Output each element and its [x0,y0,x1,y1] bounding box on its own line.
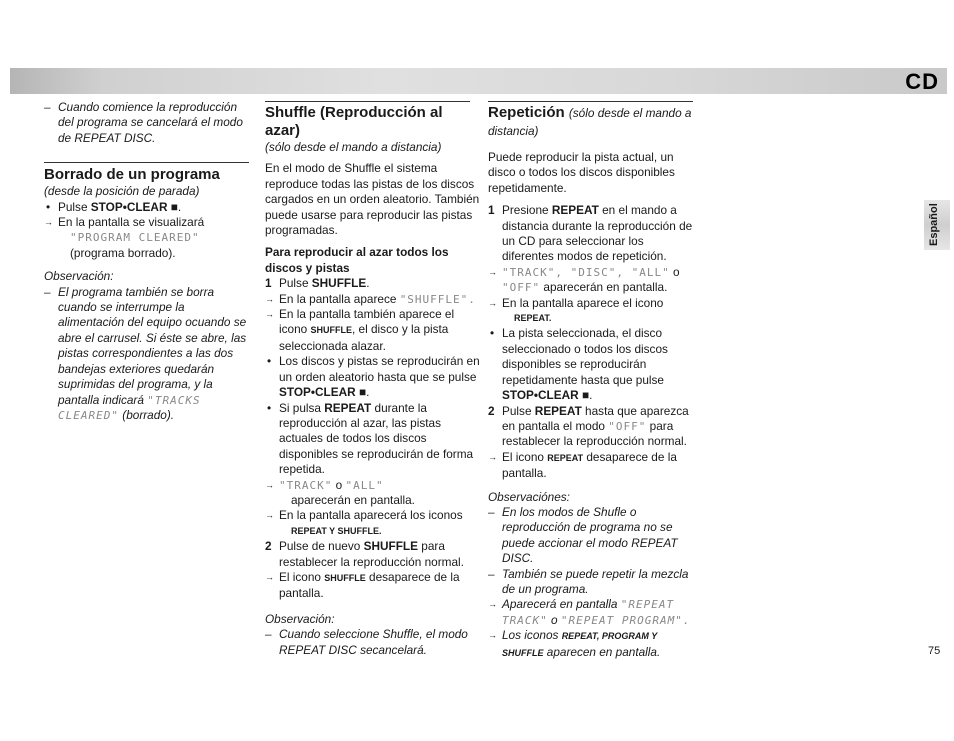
column-2 [265,100,480,658]
language-tab-label: Español [928,203,940,246]
bullet-note: • La pista seleccionada, el disco seleccionado o todos los discos disponibles se reproducirán repetidamente hasta que pulse STOP•CLEAR ■. [488,326,698,403]
observation-text: – En los modos de Shufle o reproducción de programa no se puede accionar el modo REPEAT DISC. [488,505,698,567]
page-number: 75 [928,645,941,657]
step-1: 1 Pulse SHUFFLE. [265,276,370,291]
bullet-note: • Si pulsa REPEAT durante la reproducción al azar, las pistas actuales de todos los discos disponibles se reproducirán de forma repetida. [265,401,480,478]
observation-text: – También se puede repetir la mezcla de un programa. [488,567,698,598]
column-3 [488,100,698,661]
language-tab [924,200,950,250]
observation-label: Observación: [265,611,335,626]
arrow-result: → Aparecerá en pantalla "REPEAT TRACK" o "REPEAT PROGRAM". [488,597,698,628]
arrow-result: → En la pantalla se visualizará [44,215,254,230]
step-1: 1 Presione REPEAT en el mando a distancia durante la reproducción de un CD para seleccionar los diferentes modos de repetición. [488,203,693,264]
intro-note: – Cuando comience la reproducción del programa se cancelará el modo de REPEAT DISC. [44,100,254,146]
arrow-result: → "TRACK", "DISC", "ALL" o "OFF" aparecerán en pantalla. [488,265,698,296]
section-title-repeticion: Repetición (sólo desde el mando a distancia) [488,104,692,138]
intro-paragraph: En el modo de Shuffle el sistema reproduce todas las pistas de los discos cargados en un orden aleatorio. También puede usarse para reproducir las pistas programadas. [265,161,480,238]
step-2: 2 Pulse REPEAT hasta que aparezca en pantalla el modo "OFF" para restablecer la reproducción normal. [488,403,689,449]
observation-label: Observación: [44,269,114,284]
observation-text: – Cuando seleccione Shuffle, el modo REPEAT DISC secancelará. [265,627,480,658]
arrow-result: → En la pantalla aparece el icono [488,296,698,311]
section-title-borrado: Borrado de un programa [44,166,220,184]
subheading: Para reproducir al azar todos los discos y pistas [265,245,449,275]
section-rule [488,101,693,102]
arrow-result-cont: aparecerán en pantalla. [291,492,415,507]
lcd-explanation: (programa borrado). [70,245,176,260]
section-banner [10,68,947,94]
step-2: 2 Pulse de nuevo SHUFFLE para restablecer la reproducción normal. [265,539,464,569]
arrow-result: → Los iconos REPEAT, PROGRAM Y SHUFFLE aparecen en pantalla. [488,628,698,661]
intro-paragraph: Puede reproducir la pista actual, un disco o todos los discos disponibles repetidamente. [488,150,675,195]
lcd-text: "PROGRAM CLEARED" [70,231,200,245]
bullet-note: • Los discos y pistas se reproducirán en un orden aleatorio hasta que se pulse STOP•CLEAR ■. [265,354,480,400]
column-1 [44,100,254,423]
icon-name: REPEAT. [514,313,552,324]
arrow-result: → "TRACK" o "ALL" [265,478,480,493]
icon-names: REPEAT Y SHUFFLE. [291,525,382,536]
arrow-result: → En la pantalla aparecerá los iconos [265,508,480,523]
banner-label: CD [905,69,939,94]
observation-text: – El programa también se borra cuando se interrumpe la alimentación del equipo ocuando se abre el carrusel. Si éste se abre, las pistas correspondientes a las dos bandejas exteriores quedarán suprimidas del programa, y la pantalla indicará "TRACKS CLEARED" (borrado). [44,285,254,424]
section-subtitle: (desde la posición de parada) [44,184,200,199]
section-title-shuffle: Shuffle (Reproducción al azar) [265,104,443,139]
section-subtitle: (sólo desde el mando a distancia) [265,140,442,154]
arrow-result: → En la pantalla también aparece el icono SHUFFLE, el disco y la pista seleccionada alazar. [265,307,480,354]
section-rule [44,162,249,163]
arrow-result: → El icono SHUFFLE desaparece de la pantalla. [265,570,480,602]
arrow-result: → El icono REPEAT desaparece de la pantalla. [488,450,698,482]
observation-label: Observaciónes: [488,489,570,504]
arrow-result: → En la pantalla aparece "SHUFFLE". [265,292,480,307]
section-rule [265,101,470,102]
bullet-step: • Pulse STOP•CLEAR ■. [44,200,254,215]
